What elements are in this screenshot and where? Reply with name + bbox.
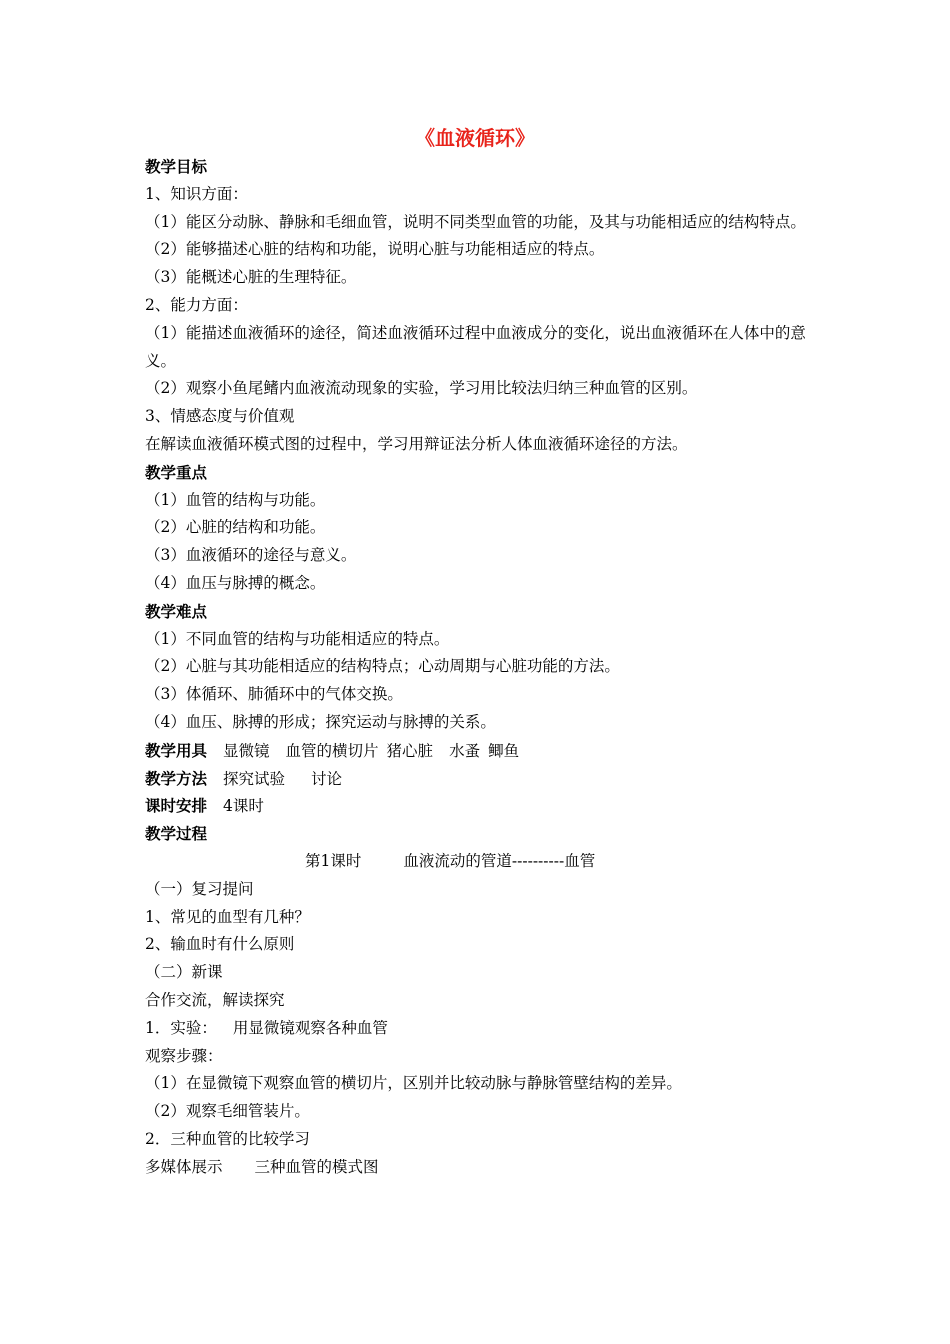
experiment-row [145,1015,815,1043]
new-lesson-heading: （二）新课 [145,963,223,982]
difficulty-item: （3）体循环、肺循环中的气体交换。 [145,685,403,704]
review-heading: （一）复习提问 [145,879,254,898]
review-item: 2、输血时有什么原则 [145,935,295,954]
knowledge-item: （2）能够描述心脏的结构和功能，说明心脏与功能相适应的特点。 [145,240,605,259]
media-row [145,1154,815,1182]
cooperate-text: 合作交流，解读探究 [145,990,285,1009]
experiment-title: 用显微镜观察各种血管 [232,1018,388,1037]
experiment-label: 1．实验： [145,1018,217,1037]
difficulty-item: （2）心脏与其功能相适应的结构特点；心动周期与心脏功能的方法。 [145,657,620,676]
tool-item: 鲫鱼 [488,741,520,760]
tool-item: 水蚤 [449,741,481,760]
tool-item: 血管的横切片 [285,741,379,760]
step-item: （2）观察毛细管装片。 [145,1102,310,1121]
tools-heading: 教学用具 [145,740,208,760]
document-body [145,153,815,1181]
key-point-item: （2）心脏的结构和功能。 [145,518,326,537]
key-point-item: （1）血管的结构与功能。 [145,490,326,509]
attitude-heading: 3、情感态度与价值观 [145,407,295,426]
steps-heading: 观察步骤： [145,1046,223,1065]
compare-heading: 2．三种血管的比较学习 [145,1129,310,1148]
difficulty-item: （1）不同血管的结构与功能相适应的特点。 [145,629,450,648]
document-title: 《血液循环》 [415,126,535,150]
ability-item: （1）能描述血液循环的途径，简述血液循环过程中血液成分的变化，说出血液循环在人体中的意义。 [145,323,806,370]
difficulty-item: （4）血压、脉搏的形成；探究运动与脉搏的关系。 [145,712,496,731]
ability-heading: 2、能力方面： [145,295,248,314]
media-title: 三种血管的模式图 [254,1157,379,1176]
process-heading: 教学过程 [145,824,208,844]
step-item: （1）在显微镜下观察血管的横切片，区别并比较动脉与静脉管壁结构的差异。 [145,1074,682,1093]
ability-item: （2）观察小鱼尾鳍内血液流动现象的实验，学习用比较法归纳三种血管的区别。 [145,379,698,398]
methods-row [145,765,815,793]
lesson-title: 血液流动的管道----------血管 [403,851,596,870]
method-item: 探究试验 [223,769,286,788]
method-item: 讨论 [311,769,343,788]
key-point-item: （3）血液循环的途径与意义。 [145,546,357,565]
knowledge-item: （3）能概述心脏的生理特征。 [145,268,357,287]
schedule-value: 4课时 [223,797,264,816]
knowledge-item: （1）能区分动脉、静脉和毛细血管，说明不同类型血管的功能，及其与功能相适应的结构特点。 [145,212,806,231]
key-points-heading: 教学重点 [145,462,208,482]
tool-item: 猪心脏 [386,741,434,760]
schedule-row [145,792,815,820]
tool-item: 显微镜 [223,741,270,760]
lesson-header [145,848,815,876]
tools-row [145,737,815,765]
schedule-heading: 课时安排 [145,796,208,816]
difficulties-heading: 教学难点 [145,601,208,621]
review-item: 1、常见的血型有几种？ [145,907,310,926]
knowledge-heading: 1、知识方面： [145,184,248,203]
goals-heading: 教学目标 [145,157,208,176]
media-label: 多媒体展示 [145,1157,223,1176]
methods-heading: 教学方法 [145,768,208,788]
key-point-item: （4）血压与脉搏的概念。 [145,573,326,592]
lesson-label: 第1课时 [305,851,362,870]
attitude-text: 在解读血液循环模式图的过程中，学习用辩证法分析人体血液循环途径的方法。 [145,434,688,453]
